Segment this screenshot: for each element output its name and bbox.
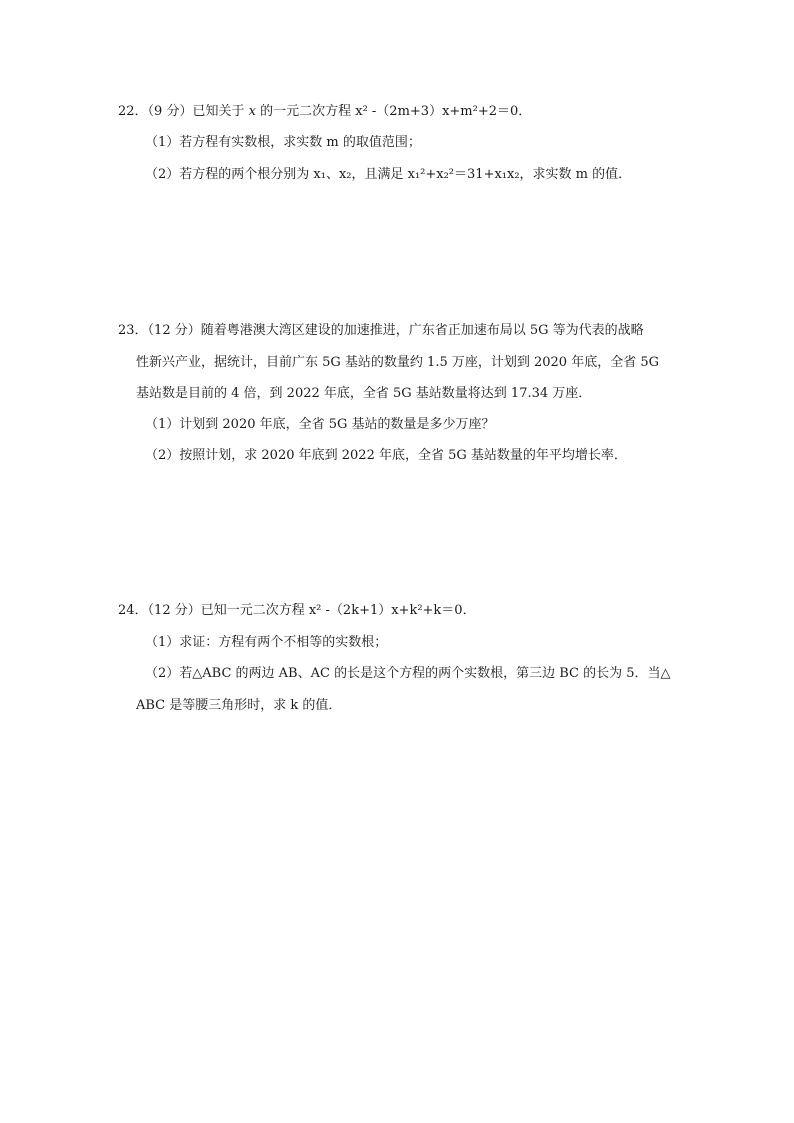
question-22-part-1: （1）若方程有实数根，求实数 m 的取值范围； bbox=[145, 135, 421, 150]
question-24-part-2-line-2: ABC 是等腰三角形时，求 k 的值． bbox=[136, 698, 342, 713]
question-23-part-2: （2）按照计划，求 2020 年底到 2022 年底，全省 5G 基站数量的年平均增长率． bbox=[145, 448, 627, 463]
question-24-stem: 24．（12 分）已知一元二次方程 x² -（2k+1）x+k²+k＝0． bbox=[118, 603, 476, 618]
question-23-stem-line-1: 23．（12 分）随着粤港澳大湾区建设的加速推进，广东省正加速布局以 5G 等为代表的战略 bbox=[118, 323, 644, 338]
question-23-stem-line-3: 基站数是目前的 4 倍，到 2022 年底，全省 5G 基站数量将达到 17.34 万座． bbox=[136, 386, 592, 401]
question-24-part-1: （1）求证：方程有两个不相等的实数根； bbox=[145, 635, 388, 650]
question-24-part-2-line-1: （2）若△ABC 的两边 AB、AC 的长是这个方程的两个实数根，第三边 BC 的长为 5．当△ bbox=[145, 666, 671, 681]
q22-equation: x² -（2m+3）x+m²+2＝0． bbox=[355, 104, 532, 119]
q22-mid: 的一元二次方程 bbox=[260, 104, 352, 119]
question-22-stem bbox=[118, 103, 531, 121]
question-22-part-2: （2）若方程的两个根分别为 x₁、x₂，且满足 x₁²+x₂²＝31+x₁x₂，求实数 m 的值． bbox=[145, 167, 632, 182]
q22-prefix: 22．（9 分）已知关于 bbox=[118, 104, 245, 119]
question-23-part-1: （1）计划到 2020 年底，全省 5G 基站的数量是多少万座？ bbox=[145, 417, 495, 432]
q22-var-x: x bbox=[248, 104, 256, 119]
question-23-stem-line-2: 性新兴产业，据统计，目前广东 5G 基站的数量约 1.5 万座，计划到 2020 年底，全省 5G bbox=[136, 355, 659, 370]
